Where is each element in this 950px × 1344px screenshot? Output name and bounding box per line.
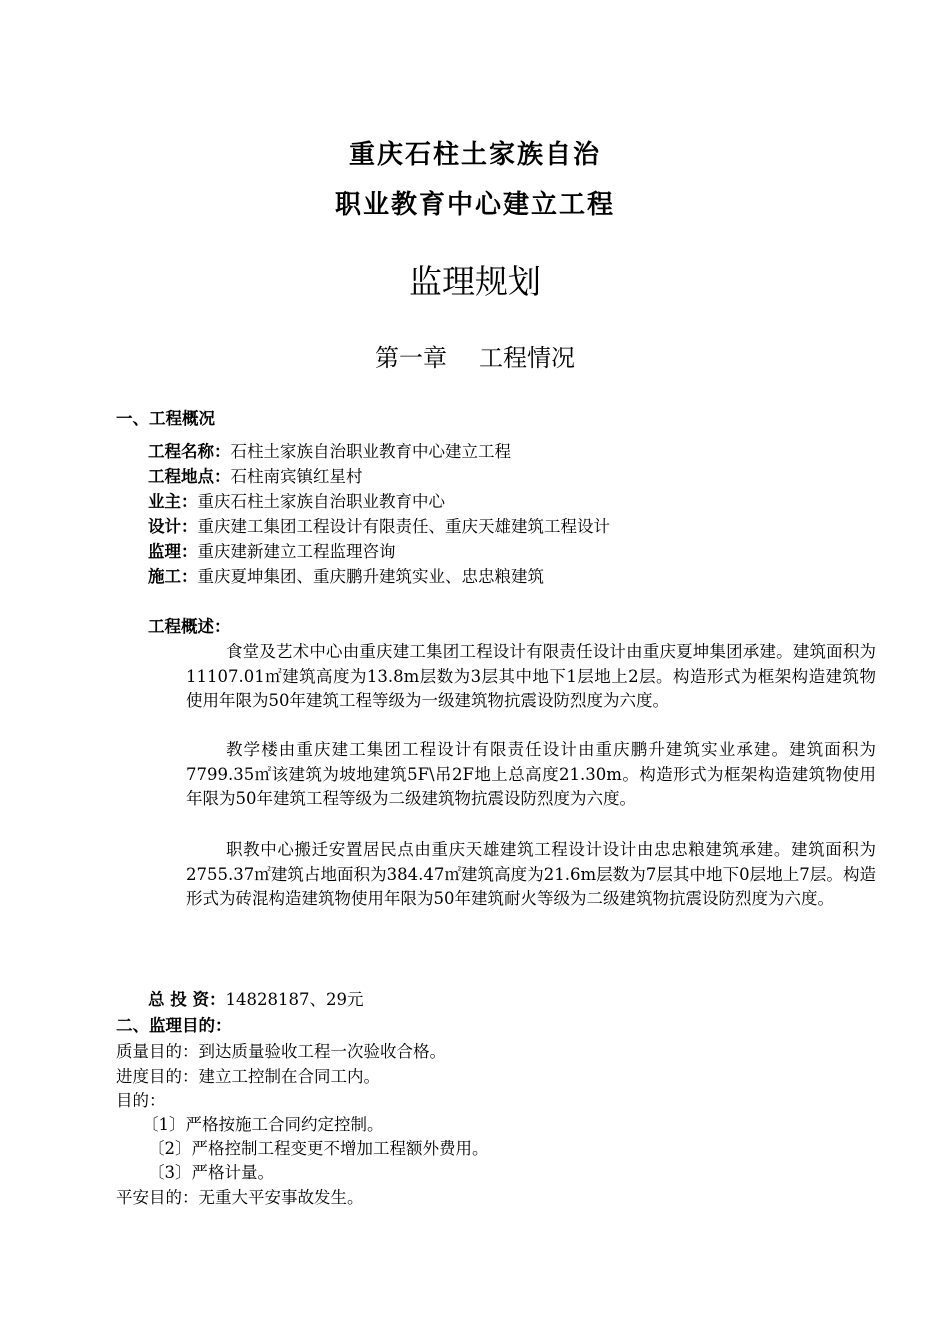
investment-value: 14828187、29元	[225, 990, 364, 1009]
cost-objective-item-1: 〔1〕严格按施工合同约定控制。	[142, 1115, 384, 1134]
project-title-line1: 重庆石柱土家族自治	[348, 140, 601, 170]
info-value: 石柱南宾镇红星村	[230, 467, 363, 486]
info-line-project-name	[148, 440, 511, 464]
cost-objective-label: 目的：	[116, 1091, 166, 1110]
info-value: 石柱土家族自治职业教育中心建立工程	[230, 442, 511, 461]
info-value: 重庆夏坤集团、重庆鹏升建筑实业、忠忠粮建筑	[197, 567, 544, 586]
info-label: 工程地点：	[148, 467, 231, 486]
schedule-objective: 进度目的：建立工控制在合同工内。	[116, 1067, 380, 1086]
chapter-heading	[0, 338, 950, 373]
investment-line	[148, 988, 363, 1012]
info-line-construction	[148, 565, 544, 589]
overview-paragraph-resettlement: 职教中心搬迁安置居民点由重庆天雄建筑工程设计设计由忠忠粮建筑承建。建筑面积为2755.37㎡建筑占地面积为384.47㎡建筑高度为21.6m层数为7层其中地下0层地上7层。构造形式为砖混构造建筑物使用年限为50年建筑耐火等级为二级建筑物抗震设防烈度为六度。	[186, 840, 876, 908]
document-type-title: 监理规划	[409, 262, 541, 301]
overview-paragraph-canteen: 食堂及艺术中心由重庆建工集团工程设计有限责任设计由重庆夏坤集团承建。建筑面积为11107.01㎡建筑高度为13.8m层数为3层其中地下1层地上2层。构造形式为框架构造建筑物使用年限为50年建筑工程等级为一级建筑物抗震设防烈度为六度。	[186, 642, 876, 710]
investment-label: 总 投 资：	[148, 990, 226, 1009]
overview-paragraph-teaching-building: 教学楼由重庆建工集团工程设计有限责任设计由重庆鹏升建筑实业承建。建筑面积为7799.35㎡该建筑为坡地建筑5F\吊2F地上总高度21.30m。构造形式为框架构造建筑物使用年限为50年建筑工程等级为二级建筑物抗震设防烈度为六度。	[186, 740, 876, 808]
cost-objective-item-2: 〔2〕严格控制工程变更不增加工程额外费用。	[148, 1139, 489, 1158]
project-title-line2: 职业教育中心建立工程	[334, 190, 615, 220]
info-line-supervision	[148, 540, 396, 564]
chapter-number: 第一章	[375, 344, 447, 372]
cost-objective-item-3: 〔3〕严格计量。	[148, 1163, 274, 1182]
info-label: 监理：	[148, 542, 198, 561]
info-label: 施工：	[148, 567, 198, 586]
section2-heading: 二、监理目的：	[116, 1016, 232, 1035]
info-line-design	[148, 515, 610, 539]
info-value: 重庆建工集团工程设计有限责任、重庆天雄建筑工程设计	[197, 517, 610, 536]
info-label: 工程名称：	[148, 442, 231, 461]
chapter-name: 工程情况	[479, 344, 575, 372]
info-line-owner	[148, 490, 445, 514]
info-value: 重庆建新建立工程监理咨询	[197, 542, 396, 561]
quality-objective: 质量目的：到达质量验收工程一次验收合格。	[116, 1042, 446, 1061]
info-label: 设计：	[148, 517, 198, 536]
section1-heading: 一、工程概况	[116, 409, 215, 428]
info-label: 业主：	[148, 492, 198, 511]
info-line-location	[148, 465, 363, 489]
safety-objective: 平安目的：无重大平安事故发生。	[116, 1188, 364, 1207]
overview-label: 工程概述：	[148, 617, 231, 636]
info-value: 重庆石柱土家族自治职业教育中心	[197, 492, 445, 511]
